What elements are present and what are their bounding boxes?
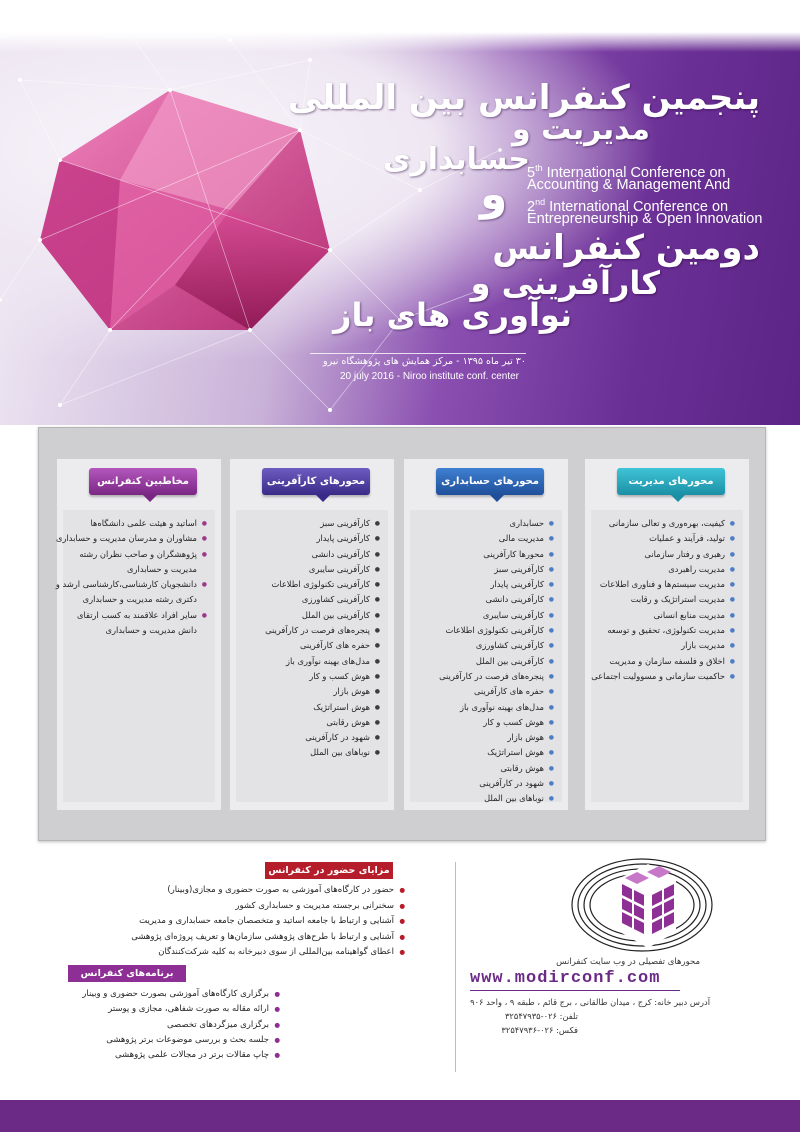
- list-item: ● کارآفرینی پایدار: [240, 531, 380, 546]
- list-item: ● مدیریت بازار: [595, 638, 735, 653]
- website-underline: [470, 990, 680, 991]
- list-item: ● هوش رقابتی: [414, 761, 554, 776]
- english-title-line4: Entrepreneurship & Open Innovation: [527, 211, 763, 227]
- audience-column: [57, 459, 221, 810]
- list-item: ● دانشجویان کارشناسی،کارشناسی ارشد و: [67, 577, 207, 592]
- list-item: ● کارآفرینی دانشی: [240, 547, 380, 562]
- conference-logo: [562, 850, 722, 960]
- website-link[interactable]: www.modirconf.com: [470, 969, 661, 988]
- entrepreneurship-topics-column: [230, 459, 394, 810]
- list-item: ● کارآفرینی کشاورزی: [414, 638, 554, 653]
- list-item: ● تولید، فرآیند و عملیات: [595, 531, 735, 546]
- entrepreneurship-topics-title: محورهای کارآفرینی: [262, 468, 370, 495]
- list-item: ● مدیریت تکنولوژی، تحقیق و توسعه: [595, 623, 735, 638]
- list-item: ● نوباهای بین الملل: [414, 791, 554, 806]
- header-banner: [0, 0, 800, 425]
- list-item-continuation: دانش مدیریت و حسابداری: [105, 625, 197, 636]
- list-item: ● برگزاری کارگاه‌های آموزشی بصورت حضوری و وبینار: [20, 987, 280, 1002]
- english-title-line2: Accounting & Management And: [527, 177, 731, 193]
- list-item-continuation: مدیریت و حسابداری: [127, 563, 197, 574]
- footer-band: [0, 1100, 800, 1132]
- list-item: ● پژوهشگران و صاحب نظران رشته: [67, 547, 207, 562]
- english-title-line1: 5th International Conference on: [527, 163, 726, 181]
- list-item: ● شهود در کارآفرینی: [414, 776, 554, 791]
- list-item: ● کارآفرینی بین الملل: [414, 654, 554, 669]
- list-item: ● محورها کارآفرینی: [414, 547, 554, 562]
- list-item: ● آشنایی و ارتباط با جامعه اساتید و متخصصان جامعه حسابداری و مدیریت: [65, 914, 405, 930]
- english-title-line3: 2nd International Conference on: [527, 197, 729, 215]
- list-item: ● نوباهای بین الملل: [240, 745, 380, 760]
- website-caption: محورهای تفصیلی در وب سایت کنفرانس: [556, 957, 700, 967]
- programs-list: [20, 987, 280, 1063]
- list-item: ● برگزاری میزگردهای تخصصی: [20, 1018, 280, 1033]
- conference1-title-line2: مدیریت و: [512, 112, 650, 147]
- list-item: ● کارآفرینی سایبری: [414, 608, 554, 623]
- list-item: ● کارآفرینی دانشی: [414, 592, 554, 607]
- list-item: ● اساتید و هیئت علمی دانشگاه‌ها: [67, 516, 207, 531]
- audience-title: مخاطبین کنفرانس: [89, 468, 197, 495]
- audience-list: [55, 510, 215, 638]
- list-item: ● کارآفرینی بین الملل: [240, 608, 380, 623]
- list-item: ● ارائه مقاله به صورت شفاهی، مجازی و پوستر: [20, 1002, 280, 1017]
- list-item: ● شهود در کارآفرینی: [240, 730, 380, 745]
- list-item: ● مشاوران و مدرسان مدیریت و حسابداری: [67, 531, 207, 546]
- conference1-title-line1: پنجمین کنفرانس بین المللی: [287, 78, 760, 118]
- accounting-topics-title: محورهای حسابداری: [436, 468, 544, 495]
- management-topics-column: [585, 459, 749, 810]
- list-item: ● اخلاق و فلسفه سازمان و مدیریت: [595, 654, 735, 669]
- list-item: ● کارآفرینی کشاورزی: [240, 592, 380, 607]
- list-item: ● مدیریت راهبردی: [595, 562, 735, 577]
- address: آدرس دبیر خانه: کرج ، میدان طالقانی ، برج قائم ، طبقه ۹ ، واحد ۹۰۶: [470, 997, 710, 1007]
- conference2-title-line1: دومین کنفرانس: [492, 228, 760, 268]
- list-item: ● مدیریت سیستم‌ها و فناوری اطلاعات: [595, 577, 735, 592]
- list-item: ● کیفیت، بهره‌وری و تعالی سازمانی: [595, 516, 735, 531]
- benefits-title: مزایای حضور در کنفرانس: [265, 862, 393, 879]
- programs-title: برنامه‌های کنفرانس: [68, 965, 186, 982]
- list-item: ● سخنرانی برجسته مدیریت و حسابداری کشور: [65, 899, 405, 915]
- list-item: ● مدیریت استراتژیک و رقابت: [595, 592, 735, 607]
- list-item: ● پنجره‌های فرصت در کارآفرینی: [240, 623, 380, 638]
- logo-cube: [620, 864, 676, 948]
- list-item: ● جلسه بحث و بررسی موضوعات برتر پژوهشی: [20, 1033, 280, 1048]
- management-topics-title: محورهای مدیریت: [617, 468, 725, 495]
- list-item: ● حاکمیت سازمانی و مسوولیت اجتماعی: [595, 669, 735, 684]
- list-item: ● مدیریت مالی: [414, 531, 554, 546]
- conference2-title-line3: نوآوری های باز: [333, 296, 572, 334]
- list-item: ● حضور در کارگاه‌های آموزشی به صورت حضوری و مجازی(وبینار): [65, 883, 405, 899]
- list-item: ● چاپ مقالات برتر در مجالات علمی پژوهشی: [20, 1048, 280, 1063]
- date-english: 20 july 2016 - Niroo institute conf. center: [340, 371, 519, 382]
- list-item: ● اعطای گواهینامه بین‌المللی از سوی دبیرخانه به کلیه شرکت‌کنندگان: [65, 945, 405, 961]
- list-item: ● هوش بازار: [240, 684, 380, 699]
- list-item: ● کارآفرینی سایبری: [240, 562, 380, 577]
- list-item: ● هوش کسب و کار: [240, 669, 380, 684]
- list-item: ● رهبری و رفتار سازمانی: [595, 547, 735, 562]
- date-divider: [310, 353, 526, 354]
- list-item: ● کارآفرینی سبز: [414, 562, 554, 577]
- list-item: ● کارآفرینی تکنولوژی اطلاعات: [240, 577, 380, 592]
- list-item: ● هوش رقابتی: [240, 715, 380, 730]
- conjunction-and: و: [480, 169, 508, 220]
- phone: تلفن: ۰۲۶-۳۲۵۴۷۹۳۵: [504, 1011, 578, 1021]
- list-item: ● مدل‌های بهینه نوآوری باز: [414, 700, 554, 715]
- conference2-title-line2: کارآفرینی و: [470, 264, 660, 302]
- list-item: ● هوش استراتژیک: [240, 700, 380, 715]
- list-item: ● کارآفرینی سبز: [240, 516, 380, 531]
- accounting-topics-column: [404, 459, 568, 810]
- section-divider: [455, 862, 456, 1072]
- date-persian: ۳۰ تیر ماه ۱۳۹۵ - مرکز همایش های پژوهشگاه نیرو: [323, 356, 526, 367]
- list-item: ● آشنایی و ارتباط با طرح‌های پژوهشی سازمان‌ها و تعریف پروژه‌ای پژوهشی: [65, 930, 405, 946]
- pink-crystal-shape: [40, 90, 330, 330]
- list-item: ● هوش کسب و کار: [414, 715, 554, 730]
- list-item: ● سایر افراد علاقمند به کسب ارتقای: [67, 608, 207, 623]
- management-topics-list: [591, 510, 743, 684]
- list-item: ● هوش بازار: [414, 730, 554, 745]
- benefits-list: [65, 883, 405, 961]
- list-item: ● پنجره‌های فرصت در کارآفرینی: [414, 669, 554, 684]
- list-item: ● حفره های کارآفرینی: [240, 638, 380, 653]
- fax: فکس: ۰۲۶-۳۲۵۴۷۹۳۶: [501, 1025, 578, 1035]
- list-item: ● مدیریت منابع انسانی: [595, 608, 735, 623]
- list-item: ● حفره های کارآفرینی: [414, 684, 554, 699]
- list-item: ● مدل‌های بهینه نوآوری باز: [240, 654, 380, 669]
- list-item: ● کارآفرینی تکنولوژی اطلاعات: [414, 623, 554, 638]
- list-item-continuation: دکتری رشته مدیریت و حسابداری: [82, 594, 197, 605]
- conference1-title-line3: حسابداری: [382, 142, 530, 177]
- accounting-topics-list: [410, 510, 562, 807]
- entrepreneurship-topics-list: [236, 510, 388, 761]
- list-item: ● حسابداری: [414, 516, 554, 531]
- list-item: ● کارآفرینی پایدار: [414, 577, 554, 592]
- list-item: ● هوش استراتژیک: [414, 745, 554, 760]
